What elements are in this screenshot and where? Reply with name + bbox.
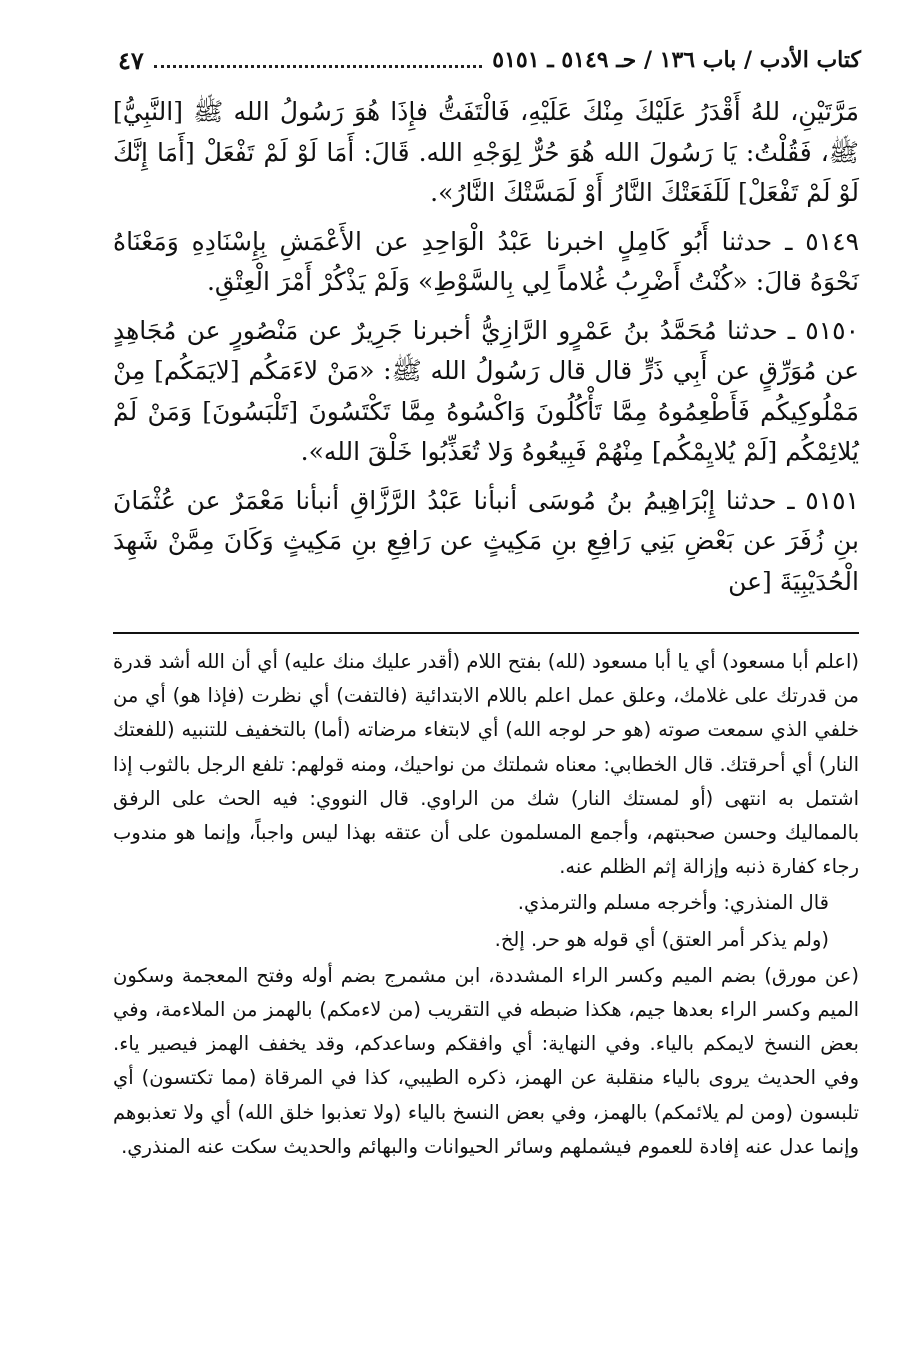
hadith-paragraph: ٥١٥٠ ـ حدثنا مُحَمَّدُ بنُ عَمْرٍو الرَّازِيُّ أخبرنا جَرِيرٌ عن مَنْصُورٍ عن مُجَاهِدٍ عن مُوَرِّقٍ عن أَبِي ذَرٍّ قال قال رَسُولُ الله ﷺ: «مَنْ لاءَمَكُم [لايَمَكُم] مِنْ مَمْلُوكِيكُم فَأَطْعِمُوهُ مِمَّا تَأْكُلُونَ وَاكْسُوهُ مِمَّا تَكْتَسُونَ [تَلْبَسُونَ] وَمَنْ لَمْ يُلائِمْكُم [لَمْ يُلايِمْكُم] مِنْهُمْ فَبِيعُوهُ وَلا تُعَذِّبُوا خَلْقَ الله». bbox=[113, 315, 859, 466]
commentary bbox=[113, 645, 859, 1166]
commentary-paragraph: (عن مورق) بضم الميم وكسر الراء المشددة، ابن مشمرج بضم أوله وفتح المعجمة وسكون الميم وكسر الراء بعدها جيم، هكذا ضبطه في التقريب (من لاءمكم) بالهمز من الملاءمة، وفي بعض النسخ لايمكم بالياء. وفي النهاية: أي وافقكم وساعدكم، وقد يخفف الهمز فيصير ياء. وفي الحديث يروى بالياء منقلبة عن الهمز، ذكره الطيبي، كذا في المرقاة (مما تكتسون) أي تلبسون (ومن لم يلائمكم) بالهمز، وفي بعض النسخ بالياء (ولا تعذبوا خلق الله) أي ولا تعذبوهم وإنما عدل عنه إفادة للعموم فيشملهم وسائر الحيوانات والبهائم والحديث سكت عنه المنذري. bbox=[113, 963, 859, 1158]
hadith-paragraph: مَرَّتَيْنِ، للهُ أَقْدَرُ عَلَيْكَ مِنْكَ عَلَيْهِ، فَالْتَفَتُّ فإِذَا هُوَ رَسُولُ الله ﷺ [النَّبِيُّ] ﷺ، فَقُلْتُ: يَا رَسُولَ الله هُوَ حُرٌّ لِوَجْهِ الله. قَالَ: أَمَا لَوْ لَمْ تَفْعَلْ [أَمَا إِنَّكَ لَوْ لَمْ تَفْعَلْ] لَلَفَعَتْكَ النَّارُ أَوْ لَمَسَّتْكَ النَّارُ». bbox=[113, 97, 859, 207]
running-title: كتاب الأدب / باب ١٣٦ / حـ ٥١٤٩ ـ ٥١٥١ bbox=[492, 47, 861, 73]
commentary-paragraph: (ولم يذكر أمر العتق) أي قوله هو حر. إلخ. bbox=[494, 927, 829, 951]
page-header bbox=[118, 42, 861, 78]
hadith-paragraph: ٥١٤٩ ـ حدثنا أَبُو كَامِلٍ اخبرنا عَبْدُ الْوَاحِدِ عن الأَعْمَشِ بِإِسْنَادِهِ وَمَعْنَاهُ نَحْوَهُ قالَ: «كُنْتُ أَضْرِبُ غُلاماً لِي بِالسَّوْطِ» وَلَمْ يَذْكُرْ أَمْرَ الْعِتْقِ. bbox=[113, 226, 859, 296]
hadith-paragraph: ٥١٥١ ـ حدثنا إِبْرَاهِيمُ بنُ مُوسَى أنبأنا عَبْدُ الرَّزَّاقِ أنبأنا مَعْمَرٌ عن عُثْمَانَ بنِ زُفَرَ عن بَعْضِ بَنِي رَافِعِ بنِ مَكِيثٍ عن رَافِعِ بنِ مَكِيثٍ وَكَانَ مِمَّنْ شَهِدَ الْحُدَيْبِيَةَ [عن bbox=[113, 485, 859, 596]
commentary-paragraph: (اعلم أبا مسعود) أي يا أبا مسعود (لله) بفتح اللام (أقدر عليك منك عليه) أي أن الله أشد قدرة من قدرتك على غلامك، وعلق عمل اعلم باللام الابتدائية (فالتفت) أي نظرت (فإذا هو) أي من خلفي الذي سمعت صوته (هو حر لوجه الله) أي لابتغاء مرضاته (أما) بالتخفيف للتنبيه (للفعتك النار) أي أحرقتك. قال الخطابي: معناه شملتك من نواحيك، ومنه قولهم: تلفع الرجل بالثوب إذا اشتمل به انتهى (أو لمستك النار) شك من الراوي. قال النووي: فيه الحث على الرفق بالمماليك وحسن صحبتهم، وأجمع المسلمون على أن عتقه بهذا ليس واجباً، وإنما هو مندوب رجاء كفارة ذنبه وإزالة إثم الظلم عنه. bbox=[113, 650, 859, 879]
leader-dots bbox=[154, 65, 483, 68]
hadith-text bbox=[113, 92, 859, 610]
page-number: ٤٧ bbox=[118, 45, 144, 75]
footnote-divider bbox=[113, 632, 859, 634]
commentary-paragraph: قال المنذري: وأخرجه مسلم والترمذي. bbox=[517, 891, 829, 915]
